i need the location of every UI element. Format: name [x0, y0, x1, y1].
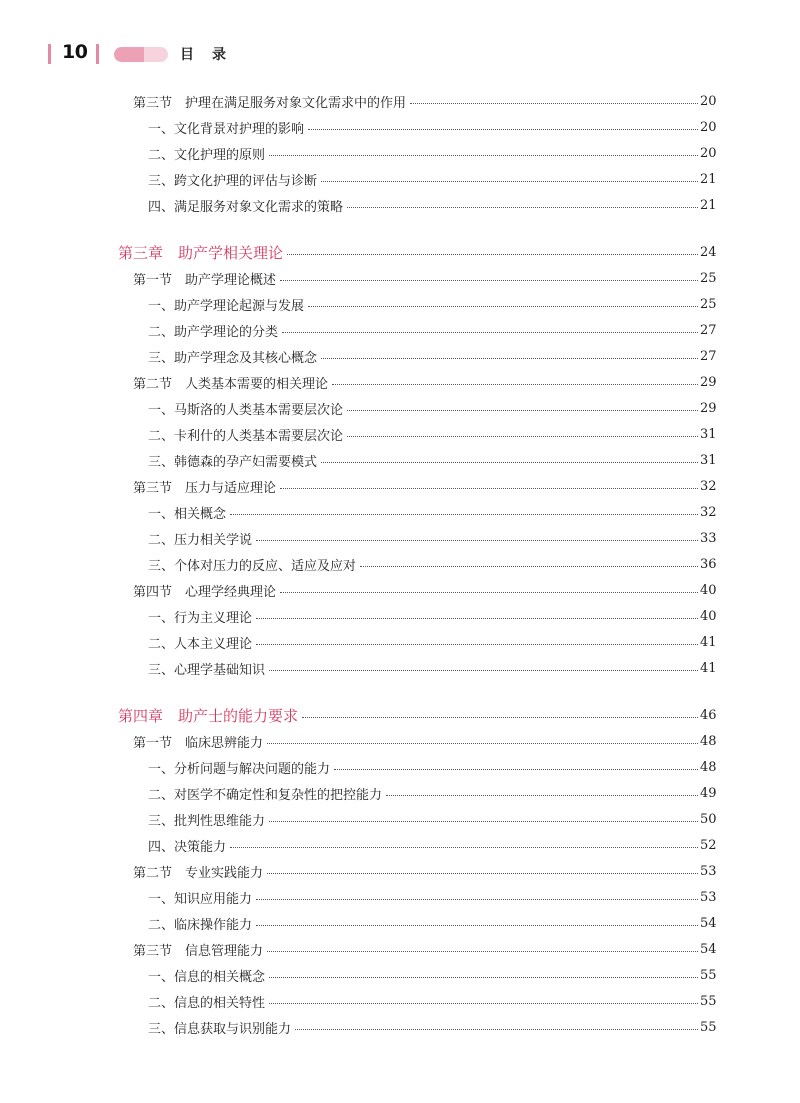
- toc-entry: [133, 577, 716, 603]
- toc-chapter-row: [0, 239, 800, 265]
- dot-leader: [256, 925, 698, 926]
- toc-entry: [148, 499, 716, 525]
- dot-leader: [269, 1003, 698, 1004]
- toc-entry: [133, 728, 716, 754]
- dot-leader: [334, 769, 698, 770]
- toc-subsection-row: [0, 114, 800, 140]
- toc-section-row: [0, 728, 800, 754]
- toc-page-number: 53: [700, 863, 717, 879]
- toc-page-number: 20: [700, 93, 717, 109]
- toc-label: 三、批判性思维能力: [148, 813, 266, 829]
- toc-entry: [133, 369, 716, 395]
- toc-page-number: 40: [700, 582, 717, 598]
- toc-page-number: 50: [700, 811, 717, 827]
- toc-subsection-row: [0, 395, 800, 421]
- toc-page-number: 27: [700, 348, 717, 364]
- toc-chapter-row: [0, 702, 800, 728]
- toc-label: 三、信息获取与识别能力: [148, 1021, 292, 1037]
- dot-leader: [280, 488, 698, 489]
- toc-subsection-row: [0, 910, 800, 936]
- toc-page-number: 54: [700, 915, 717, 931]
- toc-page-number: 41: [700, 660, 717, 676]
- toc-entry: [148, 192, 716, 218]
- toc-subsection-row: [0, 962, 800, 988]
- toc-entry: [148, 140, 716, 166]
- dot-leader: [295, 1029, 698, 1030]
- toc-page-number: 46: [700, 707, 717, 723]
- dot-leader: [256, 540, 698, 541]
- toc-page-number: 48: [700, 759, 717, 775]
- toc-page-number: 31: [700, 426, 717, 442]
- toc-label: 二、助产学理论的分类: [148, 324, 279, 340]
- toc-subsection-row: [0, 603, 800, 629]
- toc-page-number: 41: [700, 634, 717, 650]
- dot-leader: [280, 280, 698, 281]
- dot-leader: [321, 462, 698, 463]
- right-accent-bar: [96, 44, 99, 64]
- toc-entry: [148, 962, 716, 988]
- toc-section-row: [0, 473, 800, 499]
- toc-label: 四、决策能力: [148, 839, 227, 855]
- decorative-pill: [114, 47, 168, 62]
- toc-subsection-row: [0, 140, 800, 166]
- toc-entry: [133, 858, 716, 884]
- left-accent-bar: [48, 44, 51, 64]
- toc-subsection-row: [0, 551, 800, 577]
- page-number: 10: [62, 41, 88, 63]
- toc-subsection-row: [0, 499, 800, 525]
- dot-leader: [256, 899, 698, 900]
- toc-label: 二、人本主义理论: [148, 636, 253, 652]
- toc-entry: [148, 754, 716, 780]
- toc-section-row: [0, 369, 800, 395]
- dot-leader: [269, 821, 698, 822]
- toc-section-row: [0, 936, 800, 962]
- toc-label: 三、助产学理念及其核心概念: [148, 350, 318, 366]
- toc-label: 三、个体对压力的反应、适应及应对: [148, 558, 357, 574]
- dot-leader: [321, 181, 698, 182]
- toc-label: 二、对医学不确定性和复杂性的把控能力: [148, 787, 383, 803]
- toc-subsection-row: [0, 655, 800, 681]
- toc-label: 三、韩德森的孕产妇需要模式: [148, 454, 318, 470]
- toc-page-number: 29: [700, 400, 717, 416]
- toc-entry: [148, 988, 716, 1014]
- toc-label: 二、文化护理的原则: [148, 147, 266, 163]
- toc-label: 一、相关概念: [148, 506, 227, 522]
- dot-leader: [256, 644, 698, 645]
- toc-label: 一、知识应用能力: [148, 891, 253, 907]
- toc-label: 一、助产学理论起源与发展: [148, 298, 305, 314]
- toc-label: 二、临床操作能力: [148, 917, 253, 933]
- toc-page-number: 29: [700, 374, 717, 390]
- dot-leader: [347, 207, 698, 208]
- dot-leader: [230, 514, 698, 515]
- toc-entry: [148, 395, 716, 421]
- dot-leader: [308, 129, 698, 130]
- page-header: [0, 40, 800, 70]
- toc-label: 一、马斯洛的人类基本需要层次论: [148, 402, 344, 418]
- dot-leader: [282, 332, 698, 333]
- dot-leader: [269, 155, 698, 156]
- toc-page-number: 32: [700, 504, 717, 520]
- toc-subsection-row: [0, 1014, 800, 1040]
- toc-page-number: 36: [700, 556, 717, 572]
- toc-label: 第二节 人类基本需要的相关理论: [133, 376, 329, 392]
- toc-page-number: 55: [700, 993, 717, 1009]
- toc-label: 第三节 信息管理能力: [133, 943, 264, 959]
- toc-entry: [148, 910, 716, 936]
- dot-leader: [267, 743, 698, 744]
- dot-leader: [280, 592, 698, 593]
- toc-label: 第三节 护理在满足服务对象文化需求中的作用: [133, 95, 407, 111]
- toc-section-row: [0, 88, 800, 114]
- toc-page-number: 53: [700, 889, 717, 905]
- section-title: 目录: [180, 47, 244, 63]
- toc-label: 一、信息的相关概念: [148, 969, 266, 985]
- toc-subsection-row: [0, 166, 800, 192]
- toc-entry: [148, 806, 716, 832]
- toc-entry: [148, 114, 716, 140]
- dot-leader: [347, 410, 698, 411]
- toc-entry: [133, 88, 716, 114]
- toc-page-number: 31: [700, 452, 717, 468]
- toc-label: 第四章 助产士的能力要求: [118, 706, 299, 725]
- toc-page-number: 21: [700, 171, 717, 187]
- toc-section-row: [0, 577, 800, 603]
- toc-subsection-row: [0, 780, 800, 806]
- toc-subsection-row: [0, 754, 800, 780]
- toc-page-number: 25: [700, 296, 717, 312]
- toc-entry: [148, 603, 716, 629]
- dot-leader: [267, 873, 698, 874]
- toc-label: 三、跨文化护理的评估与诊断: [148, 173, 318, 189]
- toc-page-number: 52: [700, 837, 717, 853]
- toc-label: 二、压力相关学说: [148, 532, 253, 548]
- toc-page-number: 55: [700, 967, 717, 983]
- toc-page-number: 24: [700, 244, 717, 260]
- toc-subsection-row: [0, 317, 800, 343]
- dot-leader: [321, 358, 698, 359]
- toc-label: 二、信息的相关特性: [148, 995, 266, 1011]
- dot-leader: [302, 717, 698, 718]
- toc-subsection-row: [0, 447, 800, 473]
- toc-entry: [133, 265, 716, 291]
- toc-entry: [148, 166, 716, 192]
- toc-entry: [148, 343, 716, 369]
- toc-entry: [148, 1014, 716, 1040]
- toc-subsection-row: [0, 192, 800, 218]
- toc-subsection-row: [0, 629, 800, 655]
- toc-entry: [148, 629, 716, 655]
- dot-leader: [360, 566, 698, 567]
- toc-entry: [148, 551, 716, 577]
- dot-leader: [269, 670, 698, 671]
- toc-label: 第二节 专业实践能力: [133, 865, 264, 881]
- toc-entry: [148, 317, 716, 343]
- toc-subsection-row: [0, 988, 800, 1014]
- toc-entry: [118, 239, 716, 265]
- toc-label: 二、卡利什的人类基本需要层次论: [148, 428, 344, 444]
- toc-page-number: 49: [700, 785, 717, 801]
- toc-label: 一、行为主义理论: [148, 610, 253, 626]
- toc-section-row: [0, 858, 800, 884]
- dot-leader: [269, 977, 698, 978]
- dot-leader: [267, 951, 698, 952]
- dot-leader: [386, 795, 698, 796]
- dot-leader: [347, 436, 698, 437]
- toc-subsection-row: [0, 343, 800, 369]
- toc-subsection-row: [0, 884, 800, 910]
- toc-entry: [133, 473, 716, 499]
- dot-leader: [287, 254, 698, 255]
- toc-page-number: 32: [700, 478, 717, 494]
- toc-label: 三、心理学基础知识: [148, 662, 266, 678]
- toc-label: 第一节 临床思辨能力: [133, 735, 264, 751]
- toc-page-number: 20: [700, 145, 717, 161]
- toc-entry: [148, 655, 716, 681]
- toc-label: 第三章 助产学相关理论: [118, 243, 284, 262]
- toc-page-number: 54: [700, 941, 717, 957]
- toc-section-row: [0, 265, 800, 291]
- toc-entry: [148, 884, 716, 910]
- dot-leader: [410, 103, 698, 104]
- toc-entry: [148, 291, 716, 317]
- toc-page-number: 21: [700, 197, 717, 213]
- toc-page-number: 48: [700, 733, 717, 749]
- toc-subsection-row: [0, 832, 800, 858]
- dot-leader: [256, 618, 698, 619]
- dot-leader: [230, 847, 698, 848]
- toc-subsection-row: [0, 421, 800, 447]
- toc-label: 第三节 压力与适应理论: [133, 480, 277, 496]
- toc-page-number: 25: [700, 270, 717, 286]
- toc-page-number: 27: [700, 322, 717, 338]
- toc-entry: [148, 525, 716, 551]
- toc-entry: [118, 702, 716, 728]
- dot-leader: [332, 384, 698, 385]
- toc-entry: [148, 421, 716, 447]
- toc-page-number: 20: [700, 119, 717, 135]
- toc-label: 第一节 助产学理论概述: [133, 272, 277, 288]
- toc-page-number: 33: [700, 530, 717, 546]
- toc-label: 四、满足服务对象文化需求的策略: [148, 199, 344, 215]
- toc-subsection-row: [0, 806, 800, 832]
- dot-leader: [308, 306, 698, 307]
- toc-subsection-row: [0, 291, 800, 317]
- toc-subsection-row: [0, 525, 800, 551]
- toc-label: 第四节 心理学经典理论: [133, 584, 277, 600]
- toc-entry: [133, 936, 716, 962]
- toc-label: 一、文化背景对护理的影响: [148, 121, 305, 137]
- toc-entry: [148, 447, 716, 473]
- toc-page-number: 55: [700, 1019, 717, 1035]
- toc-entry: [148, 832, 716, 858]
- toc-page-number: 40: [700, 608, 717, 624]
- toc-entry: [148, 780, 716, 806]
- toc-label: 一、分析问题与解决问题的能力: [148, 761, 331, 777]
